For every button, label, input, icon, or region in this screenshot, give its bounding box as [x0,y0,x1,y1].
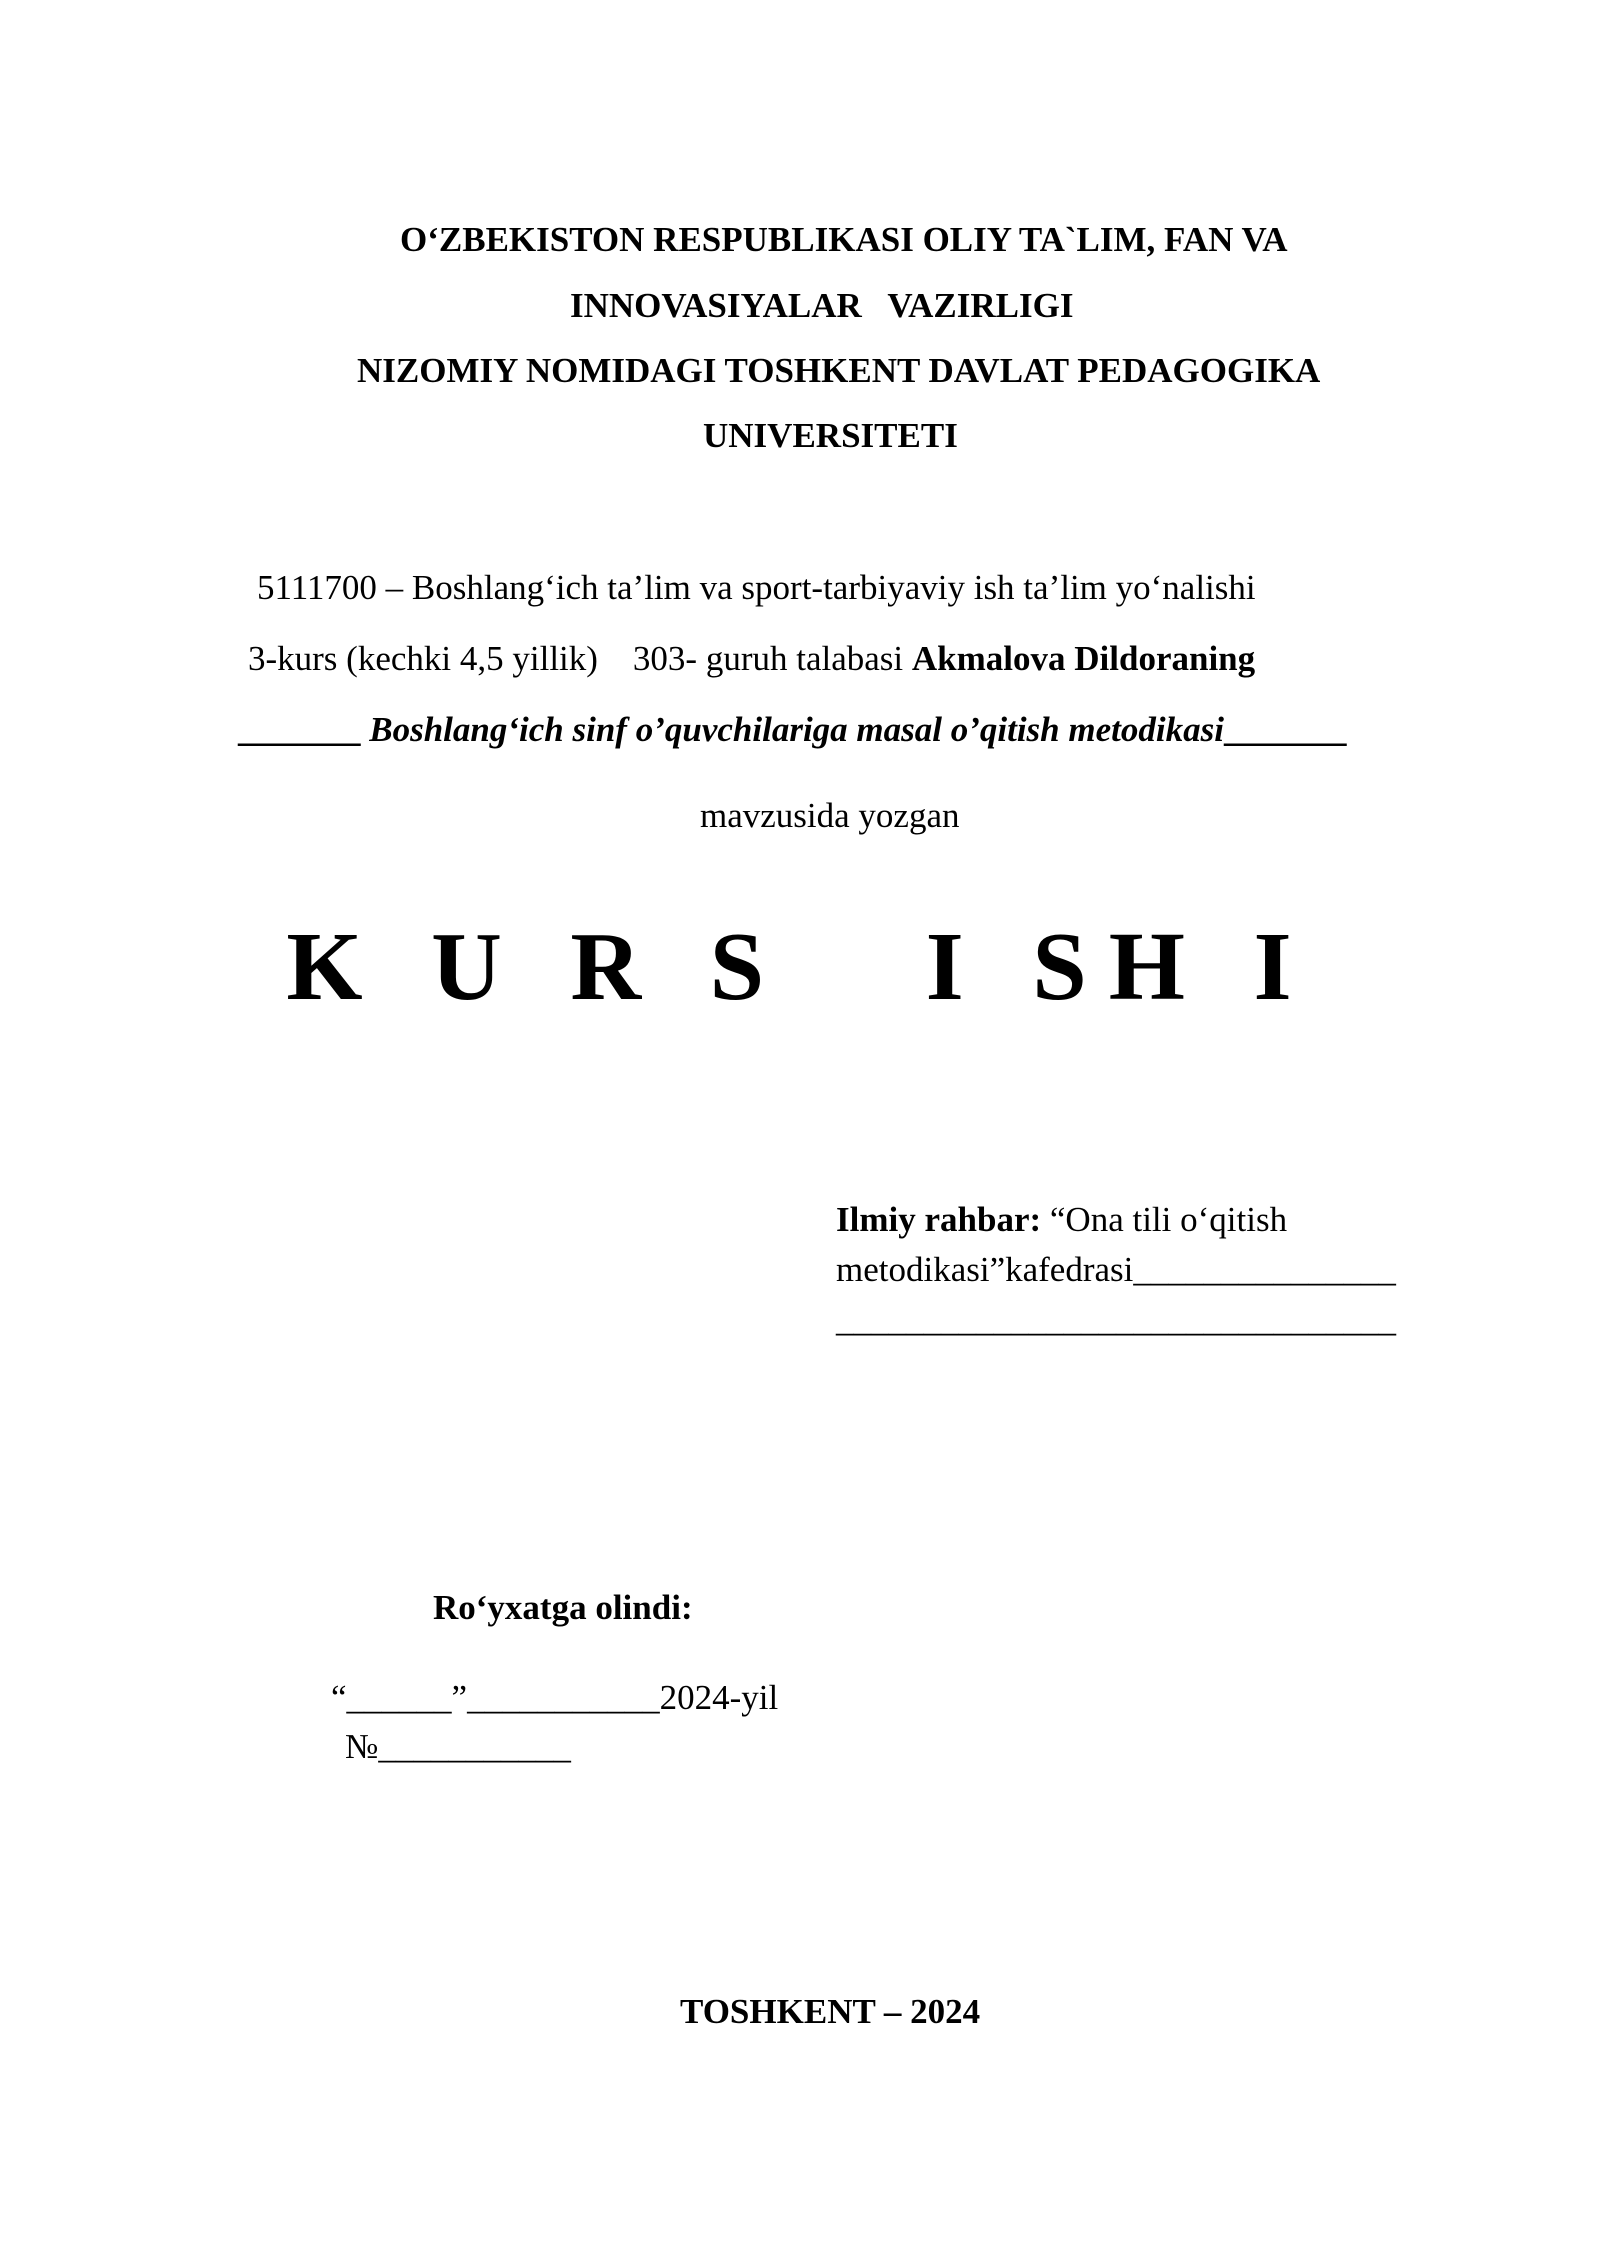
university-line-1: NIZOMIY NOMIDAGI TOSHKENT DAVLAT PEDAGOGIKA [357,351,1321,390]
course-group-line [248,637,1255,681]
specialty-line: 5111700 – Boshlang‘ich ta’lim va sport-tarbiyaviy ish ta’lim yo‘nalishi [257,568,1256,607]
supervisor-line-2: metodikasi”kafedrasi_______________ [836,1250,1396,1289]
supervisor-department-start: “Ona tili o‘qitish [1041,1200,1288,1239]
document-type-title: K U R S I SH I [286,913,1314,1021]
registration-date-line: “______”___________2024-yil [331,1678,779,1717]
ministry-line-1: O‘ZBEKISTON RESPUBLIKASI OLIY TA`LIM, FAN VA [400,220,1288,259]
course-group-text: 3-kurs (kechki 4,5 yillik) 303- guruh talabasi [248,639,912,678]
topic-blank-right: _______ [1223,710,1347,749]
topic-title: Boshlang‘ich sinf o’quvchilariga masal o’qitish metodikasi [369,710,1224,749]
university-line-2: UNIVERSITETI [703,416,958,455]
supervisor-line-3: ________________________________ [836,1300,1396,1339]
registration-number-line: №___________ [345,1727,571,1766]
ministry-line-2: INNOVASIYALAR VAZIRLIGI [570,286,1074,325]
topic-line [238,708,1346,752]
student-name: Akmalova Dildoraning [911,639,1256,678]
supervisor-label: Ilmiy rahbar: [836,1200,1042,1239]
supervisor-line-1 [836,1198,1287,1242]
topic-blank-left: _______ [238,710,370,749]
registration-label: Ro‘yxatga olindi: [433,1588,693,1627]
topic-suffix: mavzusida yozgan [700,796,960,835]
city-year-footer: TOSHKENT – 2024 [680,1992,981,2031]
